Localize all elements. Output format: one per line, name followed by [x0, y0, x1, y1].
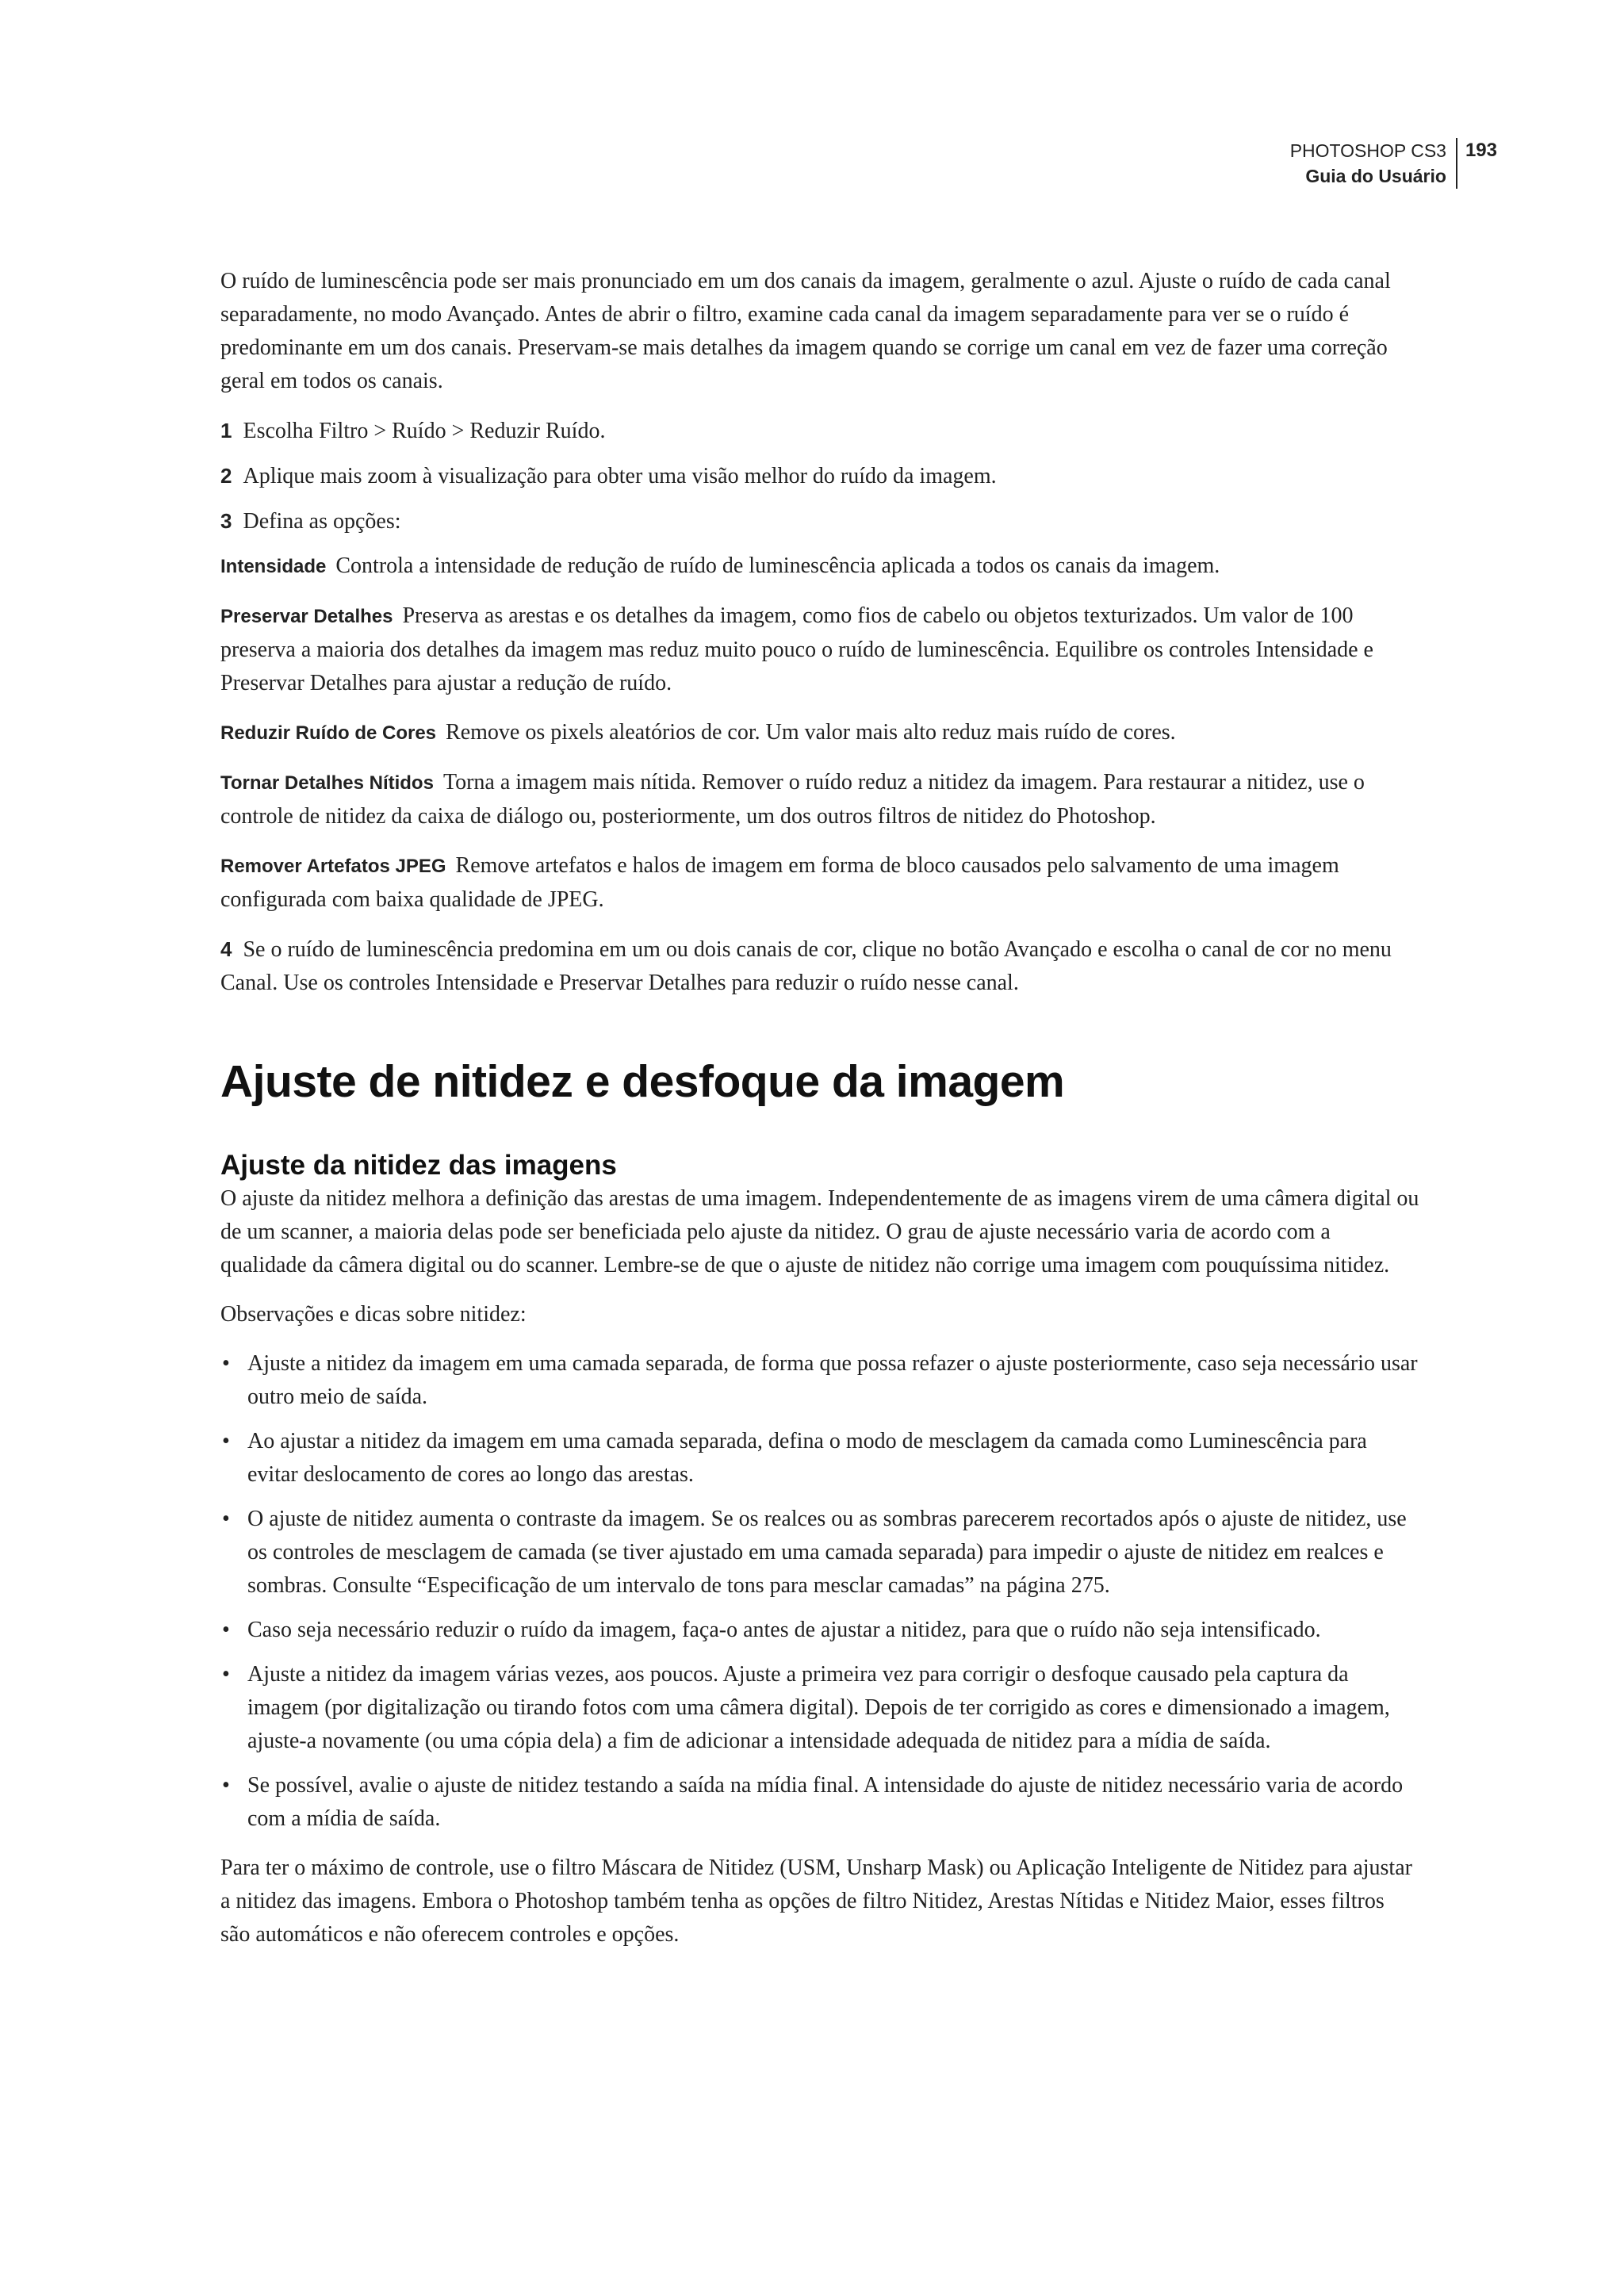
option-description: Torna a imagem mais nítida. Remover o ruído reduz a nitidez da imagem. Para restaurar a nitidez, use o controle de nitidez da caixa de diálogo ou, posteriormente, um dos outros filtros de nitidez do Photoshop. — [220, 770, 1365, 829]
list-item — [220, 1425, 1419, 1492]
bullet-icon: • — [222, 1618, 230, 1642]
header-guide: Guia do Usuário — [1305, 166, 1446, 186]
step-1 — [220, 414, 1419, 448]
running-header — [1290, 138, 1497, 189]
list-item-text: O ajuste de nitidez aumenta o contraste da imagem. Se os realces ou as sombras parecerem recortados após o ajuste de nitidez, use os controles de mesclagem de camada (se tiver ajustado em uma camada separada) para impedir o ajuste de nitidez em realces e sombras. Consulte “Especificação de um intervalo de tons para mesclar camadas” na página 275. — [247, 1507, 1407, 1598]
bullet-icon: • — [222, 1351, 230, 1376]
list-item — [220, 1769, 1419, 1836]
option-term: Reduzir Ruído de Cores — [220, 722, 437, 744]
option-term: Preservar Detalhes — [220, 606, 393, 627]
option-remover-artefatos-jpeg — [220, 849, 1419, 917]
section-heading: Ajuste de nitidez e desfoque da imagem — [220, 1056, 1065, 1107]
step-text: Escolha Filtro > Ruído > Reduzir Ruído. — [243, 419, 606, 443]
option-tornar-detalhes-nitidos — [220, 766, 1419, 833]
step-text: Se o ruído de luminescência predomina em um ou dois canais de cor, clique no botão Avançado e escolha o canal de cor no menu Canal. Use os controles Intensidade e Preservar Detalhes para reduzir o ruído nesse canal. — [220, 937, 1392, 995]
step-number: 2 — [220, 464, 232, 488]
list-item-text: Se possível, avalie o ajuste de nitidez testando a saída na mídia final. A intensidade do ajuste de nitidez necessário varia de acordo com a mídia de saída. — [247, 1773, 1404, 1831]
step-text: Defina as opções: — [243, 509, 401, 534]
page-content — [220, 265, 1419, 1967]
step-3 — [220, 504, 1419, 538]
header-titles — [1290, 138, 1456, 189]
option-description: Preserva as arestas e os detalhes da imagem, como fios de cabelo ou objetos texturizados. Um valor de 100 preserva a maioria dos detalhes da imagem mas reduz muito pouco o ruído de luminescência. Equilibre os controles Intensidade e Preservar Detalhes para ajustar a redução de ruído. — [220, 603, 1373, 695]
intro-paragraph: O ruído de luminescência pode ser mais pronunciado em um dos canais da imagem, geralmente o azul. Ajuste o ruído de cada canal separadamente, no modo Avançado. Antes de abrir o filtro, examine cada canal da imagem separadamente para ver se o ruído é predominante em um dos canais. Preservam-se mais detalhes da imagem quando se corrige um canal em vez de fazer uma correção geral em todos os canais. — [220, 269, 1391, 393]
subsection-intro: O ajuste da nitidez melhora a definição das arestas de uma imagem. Independentemente de as imagens virem de uma câmera digital ou de um scanner, a maioria delas pode ser beneficiada pelo ajuste da nitidez. O grau de ajuste necessário varia de acordo com a qualidade da câmera digital ou do scanner. Lembre-se de que o ajuste de nitidez não corrige uma imagem com pouquíssima nitidez. — [220, 1186, 1419, 1277]
option-intensidade — [220, 550, 1419, 584]
option-preservar-detalhes — [220, 599, 1419, 700]
option-reduzir-ruido-cores — [220, 716, 1419, 750]
step-number: 4 — [220, 937, 232, 961]
list-item — [220, 1347, 1419, 1414]
bullet-icon: • — [222, 1773, 230, 1798]
list-item-text: Ao ajustar a nitidez da imagem em uma camada separada, defina o modo de mesclagem da camada como Luminescência para evitar deslocamento de cores ao longo das arestas. — [247, 1429, 1367, 1487]
bullet-icon: • — [222, 1429, 230, 1453]
step-text: Aplique mais zoom à visualização para obter uma visão melhor do ruído da imagem. — [243, 464, 997, 488]
option-term: Remover Artefatos JPEG — [220, 856, 446, 877]
page-number: 193 — [1465, 140, 1497, 161]
step-number: 3 — [220, 509, 232, 533]
option-term: Tornar Detalhes Nítidos — [220, 772, 434, 794]
tips-list — [220, 1347, 1419, 1836]
option-description: Remove os pixels aleatórios de cor. Um valor mais alto reduz mais ruído de cores. — [446, 720, 1176, 745]
bullet-icon: • — [222, 1662, 230, 1687]
option-description: Controla a intensidade de redução de ruído de luminescência aplicada a todos os canais da imagem. — [335, 553, 1220, 578]
step-4 — [220, 933, 1419, 1000]
header-product: PHOTOSHOP CS3 — [1289, 140, 1446, 161]
tips-label: Observações e dicas sobre nitidez: — [220, 1302, 527, 1327]
option-description: Remove artefatos e halos de imagem em forma de bloco causados pelo salvamento de uma imagem configurada com baixa qualidade de JPEG. — [220, 853, 1339, 912]
subsection-heading: Ajuste da nitidez das imagens — [220, 1150, 617, 1181]
closing-paragraph: Para ter o máximo de controle, use o filtro Máscara de Nitidez (USM, Unsharp Mask) ou Aplicação Inteligente de Nitidez para ajustar a nitidez das imagens. Embora o Photoshop também tenha as opções de filtro Nitidez, Arestas Nítidas e Nitidez Maior, esses filtros são automáticos e não oferecem controles e opções. — [220, 1855, 1412, 1947]
bullet-icon: • — [222, 1507, 230, 1531]
option-term: Intensidade — [220, 556, 327, 577]
step-2 — [220, 459, 1419, 493]
list-item — [220, 1614, 1419, 1647]
list-item-text: Ajuste a nitidez da imagem várias vezes, aos poucos. Ajuste a primeira vez para corrigir o desfoque causado pela captura da imagem (por digitalização ou tirando fotos com uma câmera digital). Depois de ter corrigido as cores e dimensionado a imagem, ajuste-a novamente (ou uma cópia dela) a fim de adicionar a intensidade adequada de nitidez para a mídia de saída. — [247, 1662, 1390, 1753]
list-item — [220, 1503, 1419, 1603]
list-item-text: Caso seja necessário reduzir o ruído da imagem, faça-o antes de ajustar a nitidez, para que o ruído não seja intensificado. — [247, 1618, 1321, 1642]
list-item-text: Ajuste a nitidez da imagem em uma camada separada, de forma que possa refazer o ajuste posteriormente, caso seja necessário usar outro meio de saída. — [247, 1351, 1418, 1409]
list-item — [220, 1658, 1419, 1758]
step-number: 1 — [220, 419, 232, 442]
